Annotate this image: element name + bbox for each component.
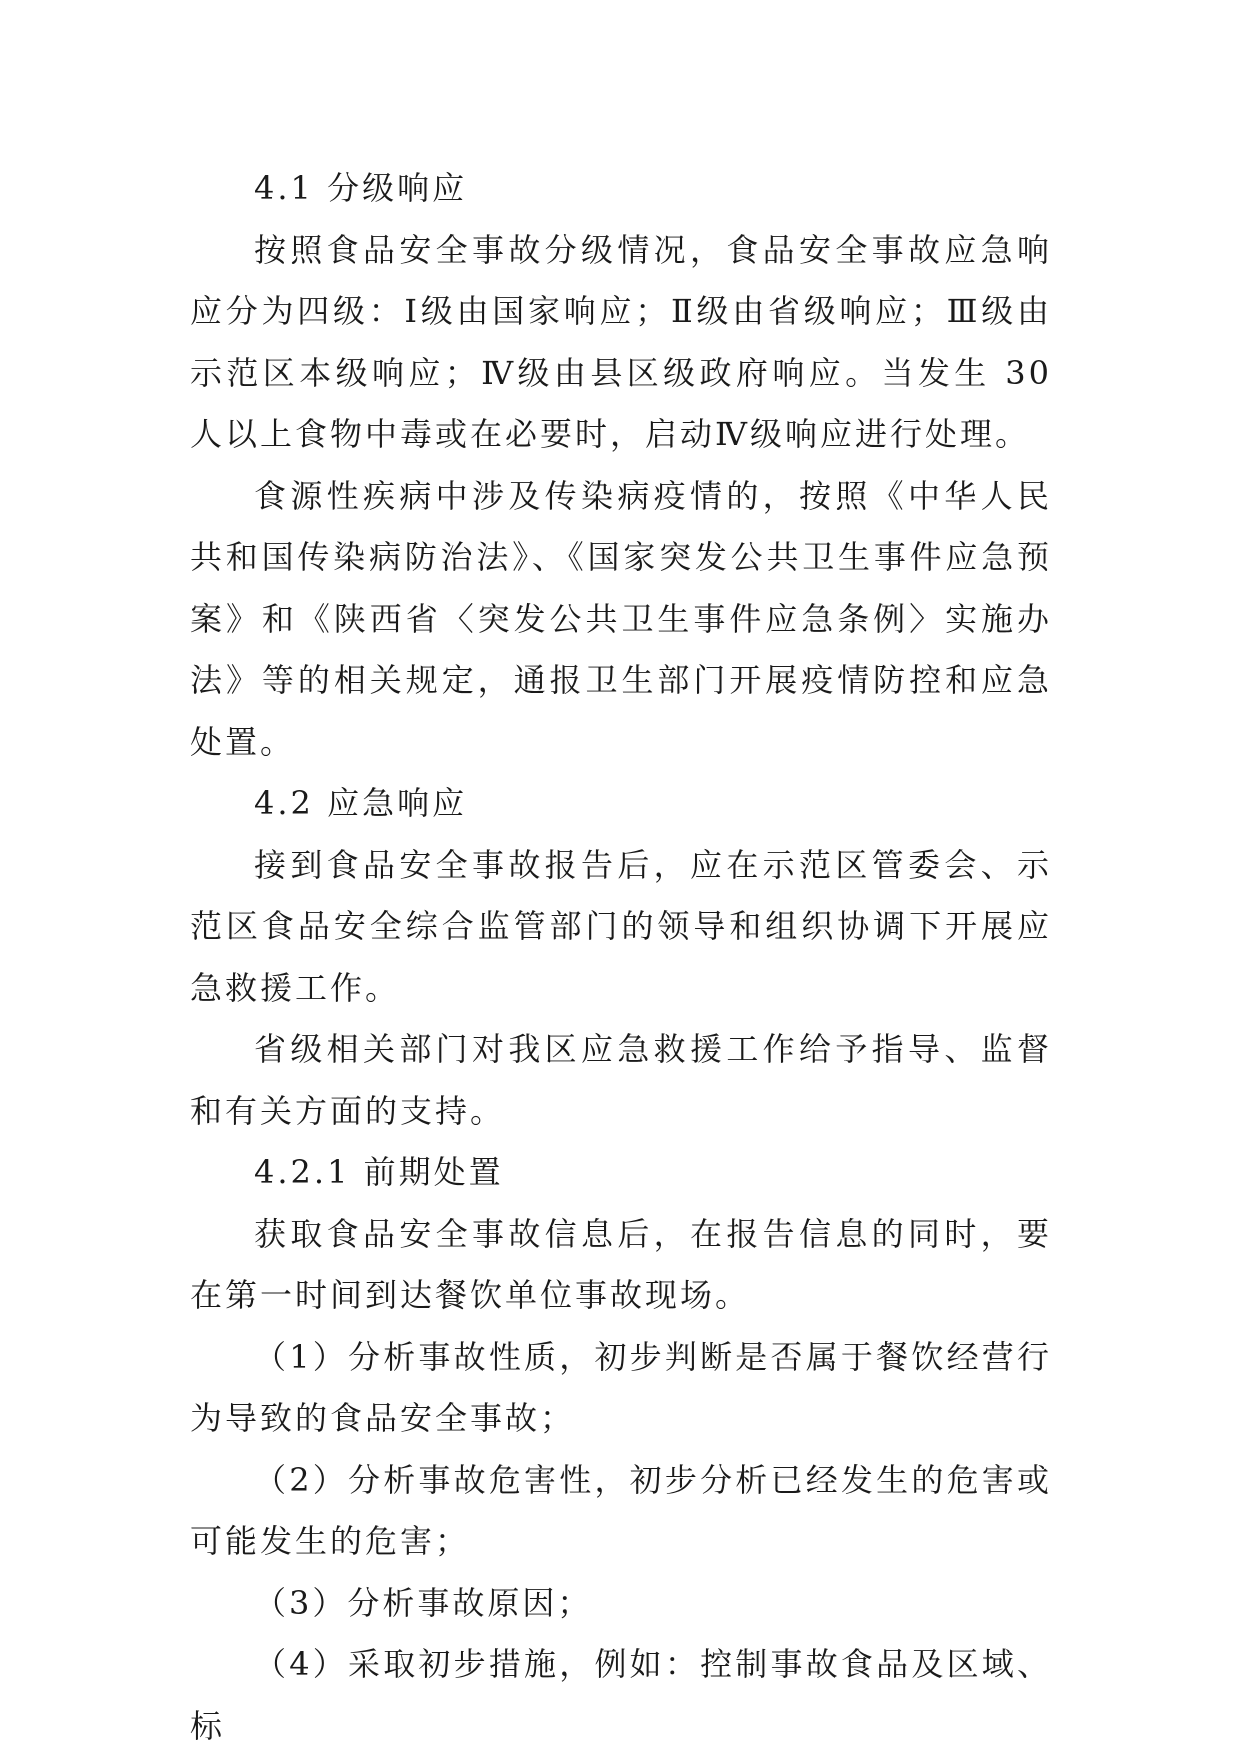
heading-4-2-1: 4.2.1 前期处置: [254, 1153, 504, 1191]
paragraph-initial-response: 获取食品安全事故信息后，在报告信息的同时，要在第一时间到达餐饮单位事故现场。: [190, 1214, 1052, 1314]
list-item-1: （1）分析事故性质，初步判断是否属于餐饮经营行为导致的食品安全事故；: [190, 1337, 1052, 1437]
heading-4-1: 4.1 分级响应: [254, 169, 468, 207]
list-item-4: （4）采取初步措施，例如：控制事故食品及区域、标: [190, 1645, 1052, 1745]
list-item-3: （3）分析事故原因；: [254, 1583, 593, 1622]
list-item-2: （2）分析事故危害性，初步分析已经发生的危害或可能发生的危害；: [190, 1460, 1052, 1560]
paragraph-provincial-support: 省级相关部门对我区应急救援工作给予指导、监督和有关方面的支持。: [190, 1030, 1052, 1130]
heading-4-2: 4.2 应急响应: [254, 784, 468, 822]
document-body: [190, 158, 1052, 1757]
paragraph-response-levels: 按照食品安全事故分级情况，食品安全事故应急响应分为四级：Ⅰ级由国家响应；Ⅱ级由省级响应；Ⅲ级由示范区本级响应；Ⅳ级由县区级政府响应。当发生 30 人以上食物中毒或在必要时，启动Ⅳ级响应进行处理。: [190, 230, 1052, 453]
paragraph-foodborne-disease: 食源性疾病中涉及传染病疫情的，按照《中华人民共和国传染病防治法》、《国家突发公共卫生事件应急预案》和《陕西省〈突发公共卫生事件应急条例〉实施办法》等的相关规定，通报卫生部门开展疫情防控和应急处置。: [190, 476, 1052, 761]
paragraph-rescue-coordination: 接到食品安全事故报告后，应在示范区管委会、示范区食品安全综合监管部门的领导和组织协调下开展应急救援工作。: [190, 845, 1052, 1007]
